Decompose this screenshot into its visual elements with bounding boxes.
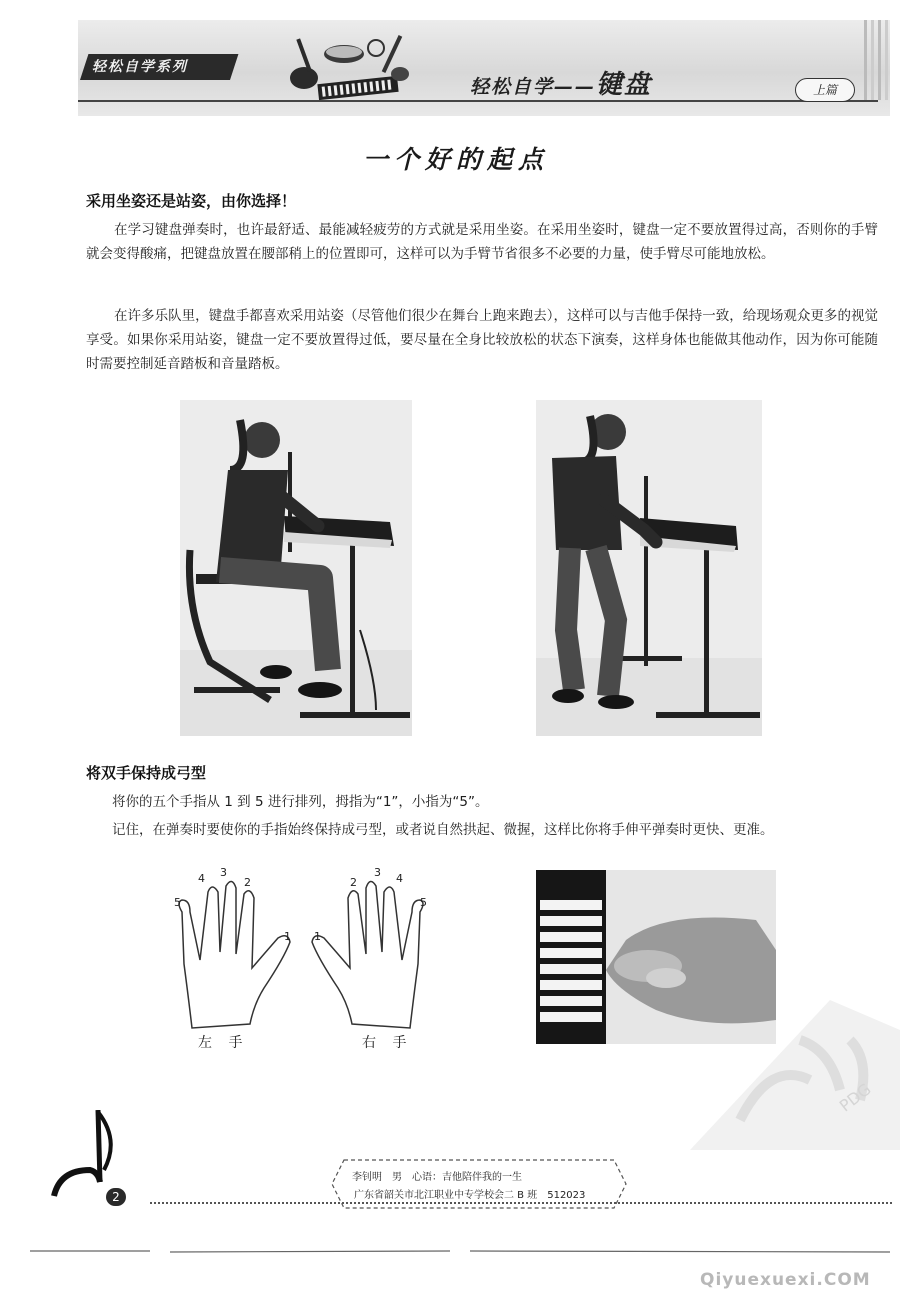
- corner-stripes: [862, 20, 892, 100]
- left-finger-number-3: 3: [220, 866, 227, 879]
- left-finger-number-4: 4: [198, 872, 205, 885]
- site-watermark: Qiyuexuexi.COM: [700, 1270, 871, 1290]
- right-hand-label: 右 手: [362, 1035, 413, 1051]
- book-title-prefix: 轻松自学——: [470, 76, 597, 98]
- music-note-icon: [50, 1110, 150, 1210]
- paragraph-arched-hands: 记住，在弹奏时要使你的手指始终保持成弓型，或者说自然拱起、微握，这样比你将手伸平弹奏时更快、更准。: [112, 822, 774, 838]
- section-heading-posture: 采用坐姿还是站姿，由你选择！: [86, 192, 297, 210]
- left-finger-number-2: 2: [244, 876, 251, 889]
- photo-sitting-player: [180, 400, 412, 736]
- pdg-watermark-stamp: [680, 1000, 900, 1150]
- paragraph-finger-numbers: 将你的五个手指从 1 到 5 进行排列，拇指为“1”，小指为“5”。: [112, 794, 489, 810]
- footer-dotted-rule: [150, 1202, 892, 1204]
- right-finger-number-5: 5: [420, 896, 427, 909]
- right-finger-number-3: 3: [374, 866, 381, 879]
- book-title-main: 键盘: [596, 70, 653, 100]
- book-title: [470, 64, 653, 100]
- header-rule: [78, 100, 878, 102]
- right-finger-number-4: 4: [396, 872, 403, 885]
- right-finger-number-2: 2: [350, 876, 357, 889]
- paragraph-sitting: 在学习键盘弹奏时，也许最舒适、最能减轻疲劳的方式就是采用坐姿。在采用坐姿时，键盘一定不要放置得过高，否则你的手臂就会变得酸痛，把键盘放置在腰部稍上的位置即可，这样可以为手臂节省很多不必要的力量，使手臂尽可能地放松。: [86, 222, 878, 262]
- footer-address: 广东省韶关市北江职业中专学校会二 B 班 512023: [354, 1190, 586, 1201]
- right-finger-number-1: 1: [314, 930, 321, 943]
- pdg-watermark-text: PDG: [835, 1079, 875, 1116]
- left-finger-number-5: 5: [174, 896, 181, 909]
- left-hand-label: 左 手: [198, 1035, 249, 1051]
- paragraph-standing: 在许多乐队里，键盘手都喜欢采用站姿（尽管他们很少在舞台上跑来跑去），这样可以与吉他手保持一致，给现场观众更多的视觉享受。如果你采用站姿，键盘一定不要放置得过低，要尽量在全身比较放松的状态下演奏，这样身体也能做其他动作，因为你可能随时需要控制延音踏板和音量踏板。: [86, 308, 878, 372]
- bottom-scan-line: [30, 1248, 890, 1254]
- photo-standing-player: [536, 400, 762, 736]
- left-finger-number-1: 1: [284, 930, 291, 943]
- page-number: 2: [106, 1188, 126, 1206]
- instruments-illustration: [282, 30, 412, 102]
- part-badge: 上篇: [795, 78, 855, 102]
- hands-finger-diagram: [166, 864, 446, 1044]
- section-heading-hand-shape: 将双手保持成弓型: [86, 764, 207, 782]
- page-title: 一个好的起点: [362, 145, 549, 174]
- series-label: 轻松自学系列: [92, 59, 188, 75]
- footer-contributor: 李钊明 男 心语：吉他陪伴我的一生: [352, 1172, 522, 1183]
